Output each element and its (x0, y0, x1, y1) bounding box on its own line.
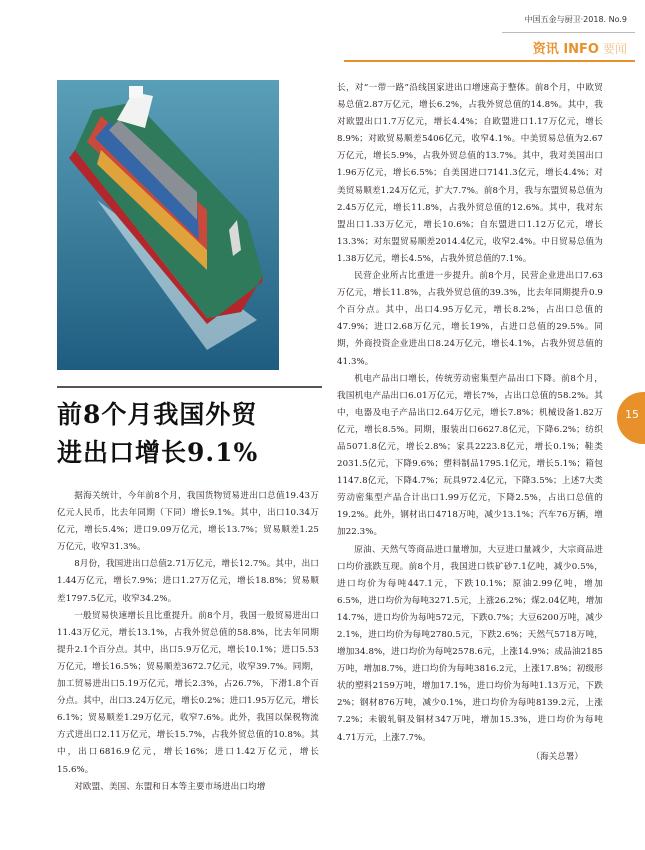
right-column (337, 80, 603, 766)
section-sub: 要闻 (602, 42, 627, 56)
paragraph-markets: 对欧盟、美国、东盟和日本等主要市场进出口均增 (74, 781, 266, 792)
article-source: （海关总署） (531, 751, 583, 762)
paragraph-commodities: 原油、天然气等商品进口量增加，大豆进口量减少，大宗商品进口均价涨跌互现。前8个月，我国进口铁矿砂7.1亿吨，减少0.5%，进口均价为每吨447.1元，下跌10.1%；原油2.99亿吨，增加6.5%，进口均价为每吨3271.5元，上涨26.2%；煤2.04亿吨，增加14.7%，进口均价为每吨572元，下跌0.7%；大豆6200万吨，减少2.1%，进口均价为每吨2780.5元，下跌2.6%；天然气5718万吨，增加34.8%，进口均价为每吨2578.6元，上涨14.9%；成品油2185万吨，增加8.7%，进口均价为每吨3816.2元，上涨17.8%；初级形状的塑料2159万吨，增加17.1%，进口均价为每吨1.13万元，下跌2%；钢材876万吨，减少0.1%，进口均价为每吨8139.2元，上涨7.2%；未锻轧铜及铜材347万吨，增加15.3%，进口均价为每吨4.71万元，上涨7.7%。 (337, 544, 603, 743)
title-rule (57, 386, 322, 388)
page-number: 15 (625, 408, 639, 421)
title-line-2: 进出口增长9.1% (57, 438, 259, 467)
publication-info: 中国五金与厨卫·2018. No.9 (524, 15, 627, 24)
section-rule (344, 60, 635, 62)
paragraph-private-enterprises: 民营企业所占比重进一步提升。前8个月，民营企业进出口7.63万亿元，增长11.8%，占我外贸总值的39.3%，比去年同期提升0.9个百分点。其中，出口4.95万亿元，增长8.2%，占出口总值的47.9%；进口2.68万亿元，增长19%，占进口总值的29.5%。同期，外商投资企业进出口8.24万亿元，增长4.1%，占我外贸总值的41.3%。 (337, 271, 603, 367)
paragraph-general-trade: 一般贸易快速增长且比重提升。前8个月，我国一般贸易进出口11.43万亿元，增长13.1%，占我外贸总值的58.8%，比去年同期提升2.1个百分点。其中，出口5.9万亿元，增长10.1%；进口5.53万亿元，增长16.5%；贸易顺差3672.7亿元，收窄39.7%。同期，加工贸易进出口5.19万亿元，增长2.3%，占26.7%，下滑1.8个百分点。其中，出口3.24万亿元，增长0.2%；进口1.95万亿元，增长6.1%；贸易顺差1.29万亿元，收窄7.6%。此外，我国以保税物流方式进出口2.11万亿元，增长15.7%，占我外贸总值的10.8%。其中，出口6816.9亿元，增长16%；进口1.42万亿元，增长15.6%。 (57, 610, 319, 775)
section-main: 资讯 INFO (532, 42, 599, 57)
header-divider (502, 32, 635, 33)
paragraph-markets-continued: 长，对“一带一路”沿线国家进出口增速高于整体。前8个月，中欧贸易总值2.87万亿元，增长6.2%，占我外贸总值的14.8%。其中，我对欧盟出口1.7万亿元，增长4.4%；自欧盟进口1.17万亿元，增长8.9%；对欧贸易顺差5406亿元，收窄4.1%。中美贸易总值为2.67万亿元，增长5.9%，占我外贸总值的13.7%。其中，我对美国出口1.96万亿元，增长6.5%；自美国进口7141.3亿元，增长4.4%；对美贸易顺差1.24万亿元，扩大7.7%。前8个月，我与东盟贸易总值为2.45万亿元，增长11.8%，占我外贸总值的12.6%。其中，我对东盟出口1.33万亿元，增长10.6%；自东盟进口1.12万亿元，增长13.3%；对东盟贸易顺差2014.4亿元，收窄2.4%。中日贸易总值为1.38万亿元，增长4.5%，占我外贸总值的7.1%。 (337, 83, 603, 264)
section-label (533, 38, 627, 57)
article-title (57, 396, 317, 472)
paragraph-intro: 据海关统计，今年前8个月，我国货物贸易进出口总值19.43万亿元人民币，比去年同期（下同）增长9.1%。其中，出口10.34万亿元，增长5.4%；进口9.09万亿元，增长13.7%；贸易顺差1.25万亿元，收窄31.3%。 (57, 491, 319, 553)
paragraph-august: 8月份，我国进出口总值2.71万亿元，增长12.7%。其中，出口1.44万亿元，增长7.9%；进口1.27万亿元，增长18.8%；贸易顺差1797.5亿元，收窄34.2%。 (57, 559, 319, 604)
left-column (57, 488, 319, 796)
cargo-ship-photo (57, 80, 279, 370)
paragraph-mechanical-products: 机电产品出口增长，传统劳动密集型产品出口下降。前8个月，我国机电产品出口6.01万亿元，增长7%，占出口总值的58.2%。其中，电器及电子产品出口2.64万亿元，增长7.8%；机械设备1.82万亿元，增长8.5%。同期，服装出口6627.8亿元，下降6.2%；纺织品5071.8亿元，增长2.8%；家具2223.8亿元，增长0.1%；鞋类2031.5亿元，下降9.6%；塑料制品1795.1亿元，增长5.1%；箱包1147.8亿元，下降4.7%；玩具972.4亿元，下降3.5%；上述7大类劳动密集型产品合计出口1.99万亿元，下降2.5%，占出口总值的19.2%。此外，钢材出口4718万吨，减少13.1%；汽车76万辆，增加22.3%。 (337, 373, 603, 538)
title-line-1: 前8个月我国外贸 (57, 400, 258, 429)
